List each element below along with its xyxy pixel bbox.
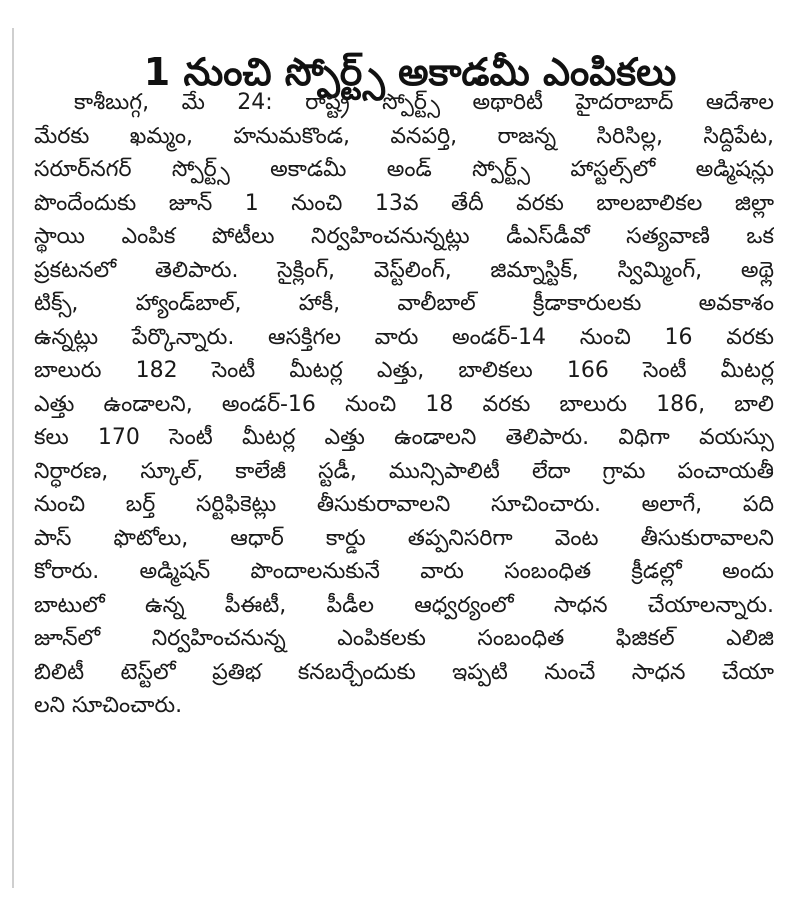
article-line: కాశీబుగ్గ, మే 24: రాష్ట్ర స్పోర్ట్స్ అథారిటీ హైదరాబాద్ ఆదేశాల	[74, 90, 774, 115]
article-line: లని సూచించారు.	[34, 693, 183, 718]
article-line: ఉన్నట్లు పేర్కొన్నారు. ఆసక్తిగల వారు అండర్-14 నుంచి 16 వరకు	[34, 324, 774, 350]
article-line: బాలురు 182 సెంటీ మీటర్ల ఎత్తు, బాలికలు 166 సెంటీ మీటర్ల	[34, 358, 774, 383]
article-line: కలు 170 సెంటీ మీటర్ల ఎత్తు ఉండాలని తెలిపారు. విధిగా వయస్సు	[34, 425, 774, 450]
headline: 1 నుంచి స్పోర్ట్స్ అకాడమీ ఎంపికలు	[143, 50, 677, 95]
article-line: పాస్ ఫొటోలు, ఆధార్ కార్డు తప్పనిసరిగా వెంట తీసుకురావాలని	[34, 525, 774, 551]
article-line: నుంచి బర్త్ సర్టిఫికెట్లు తీసుకురావాలని సూచించారు. అలాగే, పది	[34, 492, 774, 517]
article-body	[34, 86, 774, 723]
article-line: కోరారు. అడ్మిషన్ పొందాలనుకునే వారు సంబంధిత క్రీడల్లో అందు	[34, 559, 774, 584]
article-line: మేరకు ఖమ్మం, హనుమకొండ, వనపర్తి, రాజన్న సిరిసిల్ల, సిద్దిపేట,	[34, 123, 774, 149]
article-line: పొందేందుకు జూన్ 1 నుంచి 13వ తేదీ వరకు బాలబాలికల జిల్లా	[34, 190, 774, 216]
article-line: నిర్ధారణ, స్కూల్, కాలేజీ స్టడీ, మున్సిపాలిటీ లేదా గ్రామ పంచాయతీ	[34, 458, 774, 484]
column-divider	[12, 28, 14, 888]
article-line: సరూర్‌నగర్ స్పోర్ట్స్ అకాడమీ అండ్ స్పోర్ట్స్ హాస్టల్స్‌లో అడ్మిషన్లు	[34, 157, 774, 182]
article-line: ఎత్తు ఉండాలని, అండర్-16 నుంచి 18 వరకు బాలురు 186, బాలి	[34, 391, 774, 417]
article-line: టిక్స్, హ్యాండ్‌బాల్, హాకీ, వాలీబాల్ క్రీడాకారులకు అవకాశం	[34, 291, 774, 316]
article-line: బిలిటీ టెస్ట్‌లో ప్రతిభ కనబర్చేందుకు ఇప్పటి నుంచే సాధన చేయా	[34, 659, 774, 685]
article-line: ప్రకటనలో తెలిపారు. సైక్లింగ్, వెస్ట్‌లింగ్, జిమ్నాస్టిక్, స్విమ్మింగ్, అథ్లె	[34, 257, 774, 283]
article-line: జూన్‌లో నిర్వహించనున్న ఎంపికలకు సంబంధిత ఫిజికల్ ఎలిజి	[34, 626, 774, 651]
article-line: స్థాయి ఎంపిక పోటీలు నిర్వహించనున్నట్లు డీఎస్‌డీవో సత్యవాణి ఒక	[34, 224, 774, 249]
article-line: బాటులో ఉన్న పీఈటీ, పీడీల ఆధ్వర్యంలో సాధన చేయాలన్నారు.	[34, 592, 774, 618]
